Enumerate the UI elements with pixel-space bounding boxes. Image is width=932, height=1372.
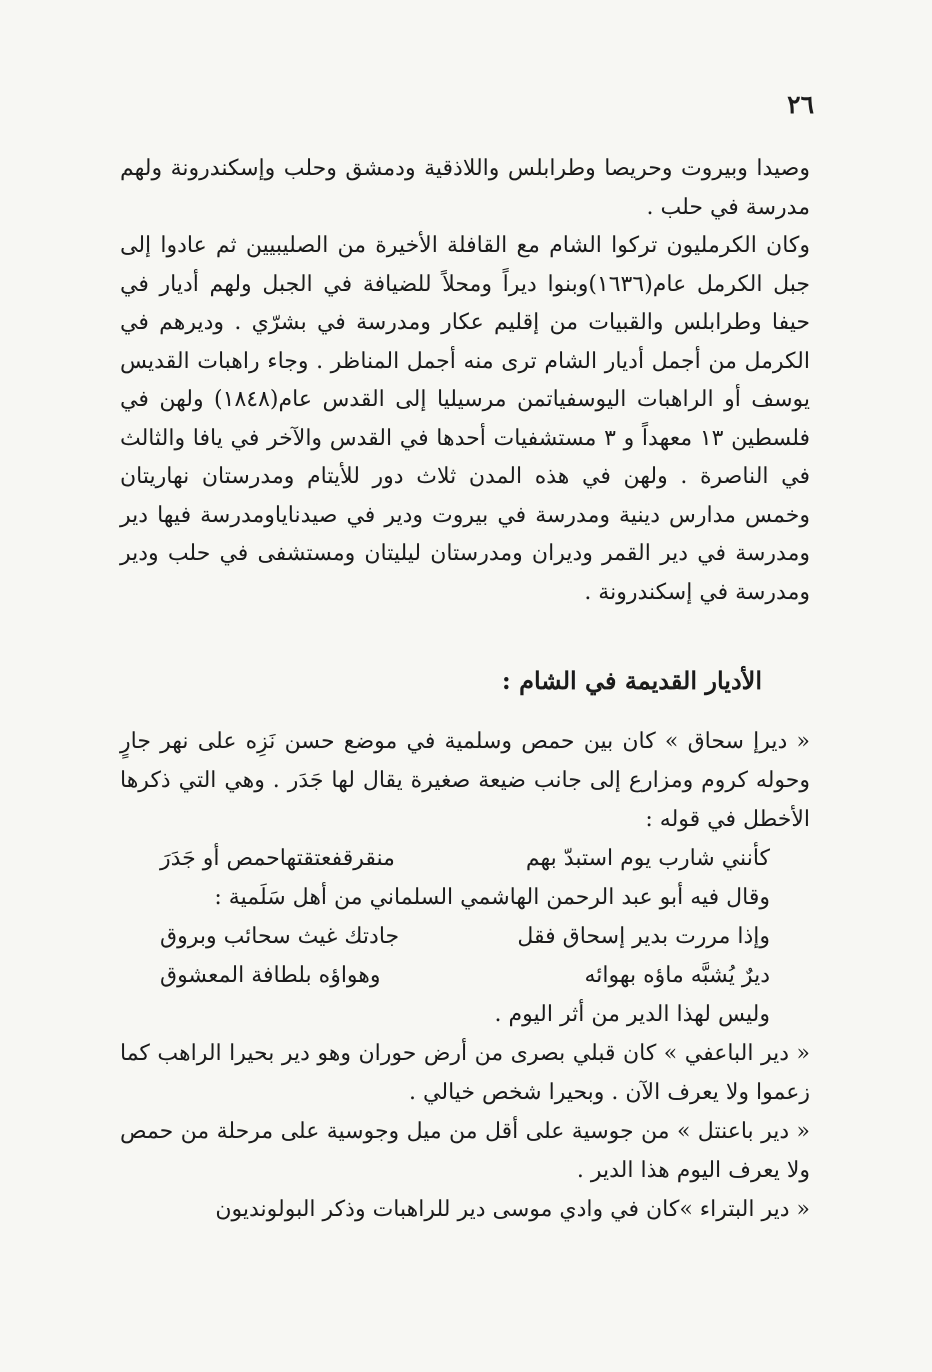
verse-hemistich: ديرٌ يُشبَّه ماؤه بهوائه xyxy=(584,963,770,988)
verse-hemistich: منقرقفعتقتهاحمص أو جَدَرَ xyxy=(160,846,395,871)
deir-ishaq-paragraph: « ديرإ سحاق » كان بين حمص وسلمية في موضع حسن نَزِه على نهر جارٍ وحوله كروم ومزارع إلى جانب ضيعة صغيرة يقال لها جَدَر . وهي التي ذكرها الأخطل في قوله : xyxy=(120,729,810,832)
deir-baantal-paragraph: « دير باعنتل » من جوسية على أقل من ميل وجوسية على مرحلة من حمص ولا يعرف اليوم هذا الدير . xyxy=(120,1119,810,1183)
verse-hemistich: وإذا مررت بدير إسحاق فقل xyxy=(517,924,770,949)
verse-line-2 xyxy=(120,917,810,956)
verse-line-3 xyxy=(120,956,810,995)
body-text xyxy=(120,150,810,612)
verse-intro: وقال فيه أبو عبد الرحمن الهاشمي السلماني من أهل سَلَمية : xyxy=(214,885,770,910)
section-heading: الأديار القديمة في الشام : xyxy=(501,666,762,695)
deir-batra-paragraph: « دير البتراء »كان في وادي موسى دير للراهبات وذكر البولونديون xyxy=(215,1197,810,1222)
verse-line-1 xyxy=(120,839,810,878)
paragraph-1: وصيدا وبيروت وحريصا وطرابلس واللاذقية ودمشق وحلب وإسكندرونة ولهم مدرسة في حلب . xyxy=(120,156,810,220)
page-number: ٢٦ xyxy=(787,90,814,119)
closing-line: وليس لهذا الدير من أثر اليوم . xyxy=(494,1002,770,1027)
verse-hemistich: جادتك غيث سحائب وبروق xyxy=(160,924,400,949)
deir-baafi-paragraph: « دير الباعفي » كان قبلي بصرى من أرض حوران وهو دير بحيرا الراهب كما زعموا ولا يعرف الآن . وبحيرا شخص خيالي . xyxy=(120,1041,810,1105)
verse-hemistich: وهواؤه بلطافة المعشوق xyxy=(160,963,381,988)
section-body xyxy=(120,722,810,1229)
verse-hemistich: كأنني شارب يوم استبدّ بهم xyxy=(525,846,770,871)
paragraph-2: وكان الكرمليون تركوا الشام مع القافلة الأخيرة من الصليبيين ثم عادوا إلى جبل الكرمل عام(١٦٣٦)وبنوا ديراً ومحلاً للضيافة في الجبل ولهم أديار في حيفا وطرابلس والقبيات من إقليم عكار ومدرسة في بشرّي . وديرهم في الكرمل من أجمل أديار الشام ترى منه أجمل المناظر . وجاء راهبات القديس يوسف أو الراهبات اليوسفياتمن مرسيليا إلى القدس عام(١٨٤٨) ولهن في فلسطين ١٣ معهداً و ٣ مستشفيات أحدها في القدس والآخر في يافا والثالث في الناصرة . ولهن في هذه المدن ثلاث دور للأيتام ومدرستان نهاريتان وخمس مدارس دينية ومدرسة في بيروت ودير في صيدناياومدرسة فيها دير ومدرسة في دير القمر وديران ومدرستان ليليتان ومستشفى في حلب ودير ومدرسة في إسكندرونة . xyxy=(120,233,811,605)
